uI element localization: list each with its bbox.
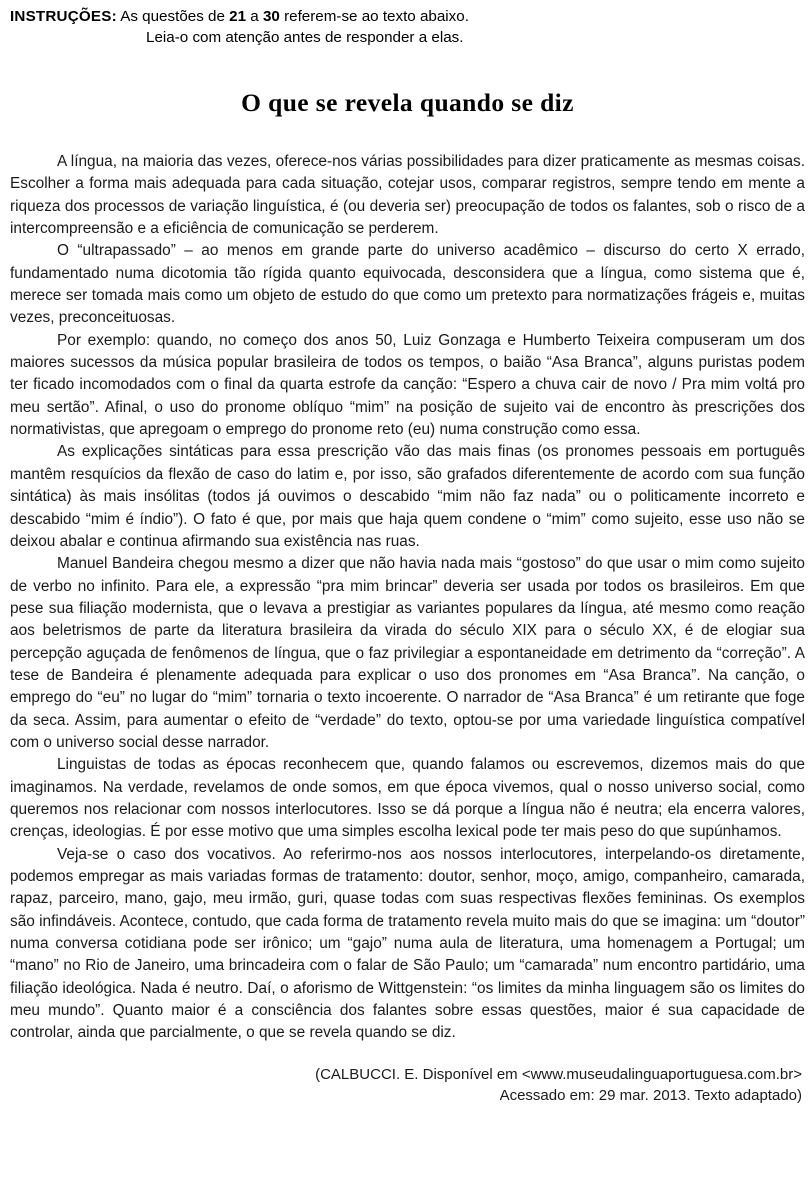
instructions-text-pre: As questões de xyxy=(116,8,230,25)
paragraph: Por exemplo: quando, no começo dos anos 50, Luiz Gonzaga e Humberto Teixeira compuseram um dos maiores sucessos da música popular brasileira de todos os tempos, o baião “Asa Branca”, alguns puristas podem ter ficado incomodados com o final da quarta estrofe da canção: “Espero a chuva cair de novo / Pra mim voltá pro meu sertão”. Afinal, o uso do pronome oblíquo “mim” na posição de sujeito vai de encontro às prescrições dos normativistas, que apregoam o emprego do pronome reto (eu) numa construção como essa. xyxy=(10,331,805,439)
instructions-text-mid: a xyxy=(246,8,263,25)
paragraph: O “ultrapassado” – ao menos em grande parte do universo acadêmico – discurso do certo X errado, fundamentado numa dicotomia tão rígida quanto equivocada, desconsidera que a língua, como sistema que é, merece ser tomada mais como um objeto de estudo do que como um pretexto para normatizações frágeis e, muitas vezes, preconceituosas. xyxy=(10,242,805,327)
paragraph: Veja-se o caso dos vocativos. Ao referirmo-nos aos nossos interlocutores, interpelando-os diretamente, podemos empregar as mais variadas formas de tratamento: doutor, senhor, moço, amigo, companheiro, camarada, rapaz, parceiro, mano, gajo, meu irmão, guri, quase todas com suas respectivas flexões femininas. Os exemplos são infindáveis. Acontece, contudo, que cada forma de tratamento revela muito mais do que se imagina: um “doutor” numa conversa cotidiana pode ser irônico; um “gajo” numa aula de literatura, uma homenagem a Portugal; um “mano” no Rio de Janeiro, uma brincadeira com o falar de São Paulo; um “camarada” num encontro partidário, uma filiação ideológica. Nada é neutro. Daí, o aforismo de Wittgenstein: “os limites da minha linguagem são os limites do meu mundo”. Quanto maior é a consciência dos falantes sobre essas questões, maior é sua capacidade de controlar, ainda que parcialmente, o que se revela quando se diz. xyxy=(10,845,805,1042)
page-title: O que se revela quando se diz xyxy=(241,88,574,117)
source-attribution xyxy=(10,1064,805,1107)
source-reference-line: (CALBUCCI. E. Disponível em <www.museudalinguaportuguesa.com.br> xyxy=(315,1065,802,1083)
source-access-line: Acessado em: 29 mar. 2013. Texto adaptado) xyxy=(499,1087,802,1105)
instructions-label: INSTRUÇÕES: xyxy=(10,8,117,25)
paragraph: Linguistas de todas as épocas reconhecem que, quando falamos ou escrevemos, dizemos mais do que imaginamos. Na verdade, revelamos de onde somos, em que época vivemos, qual o nosso universo social, como queremos nos relacionar com nossos interlocutores. Isso se dá porque a língua não é neutra; ela encerra valores, crenças, ideologias. É por esse motivo que uma simples escolha lexical pode ter mais peso do que supúnhamos. xyxy=(10,756,805,841)
question-range-end: 30 xyxy=(262,8,280,25)
paragraph: Manuel Bandeira chegou mesmo a dizer que não havia nada mais “gostoso” do que usar o mim como sujeito de verbo no infinito. Para ele, a expressão “pra mim brincar” deveria ser usada por todos os brasileiros. Em que pese sua filiação modernista, que o levava a prestigiar as variantes populares da língua, até mesmo como reação aos beletrismos de parte da literatura brasileira da virada do século XIX para o século XX, é de elogiar sua percepção aguçada de fenômenos de língua, que o faz privilegiar a espontaneidade em detrimento da “correção”. A tese de Bandeira é plenamente adequada para explicar o uso dos pronomes em “Asa Branca”. Na canção, o emprego do “eu” no lugar do “mim” tornaria o texto incoerente. O narrador de “Asa Branca” é um retirante que foge da seca. Assim, para aumentar o efeito de “verdade” do texto, optou-se por uma variedade linguística compatível com o universo social desse narrador. xyxy=(10,555,805,751)
article-body xyxy=(10,151,805,1045)
instructions-line-1 xyxy=(10,6,805,27)
paragraph: A língua, na maioria das vezes, oferece-nos várias possibilidades para dizer praticamente as mesmas coisas. Escolher a forma mais adequada para cada situação, cotejar usos, comparar registros, sempre tendo em mente a riqueza dos processos de variação linguística, é (ou deveria ser) preocupação de todos os falantes, sob o risco de a intercompreensão e a eficiência de comunicação se perderem. xyxy=(10,153,805,238)
question-range-start: 21 xyxy=(229,8,247,25)
instructions-line-2: Leia-o com atenção antes de responder a elas. xyxy=(146,29,464,46)
instructions-text-post: referem-se ao texto abaixo. xyxy=(279,8,469,25)
instructions-block xyxy=(10,6,805,48)
paragraph: As explicações sintáticas para essa prescrição vão das mais finas (os pronomes pessoais em português mantêm resquícios da flexão de caso do latim e, por isso, são grafados diferentemente de acordo com sua função sintática) às mais insólitas (todos já ouvimos o descabido “mim não faz nada” ou o politicamente incorreto e descabido “mim é índio”). O fato é que, por mais que haja quem condene o “mim” como sujeito, esse uso não se deixou abalar e continua afirmando sua existência nas ruas. xyxy=(10,443,805,550)
